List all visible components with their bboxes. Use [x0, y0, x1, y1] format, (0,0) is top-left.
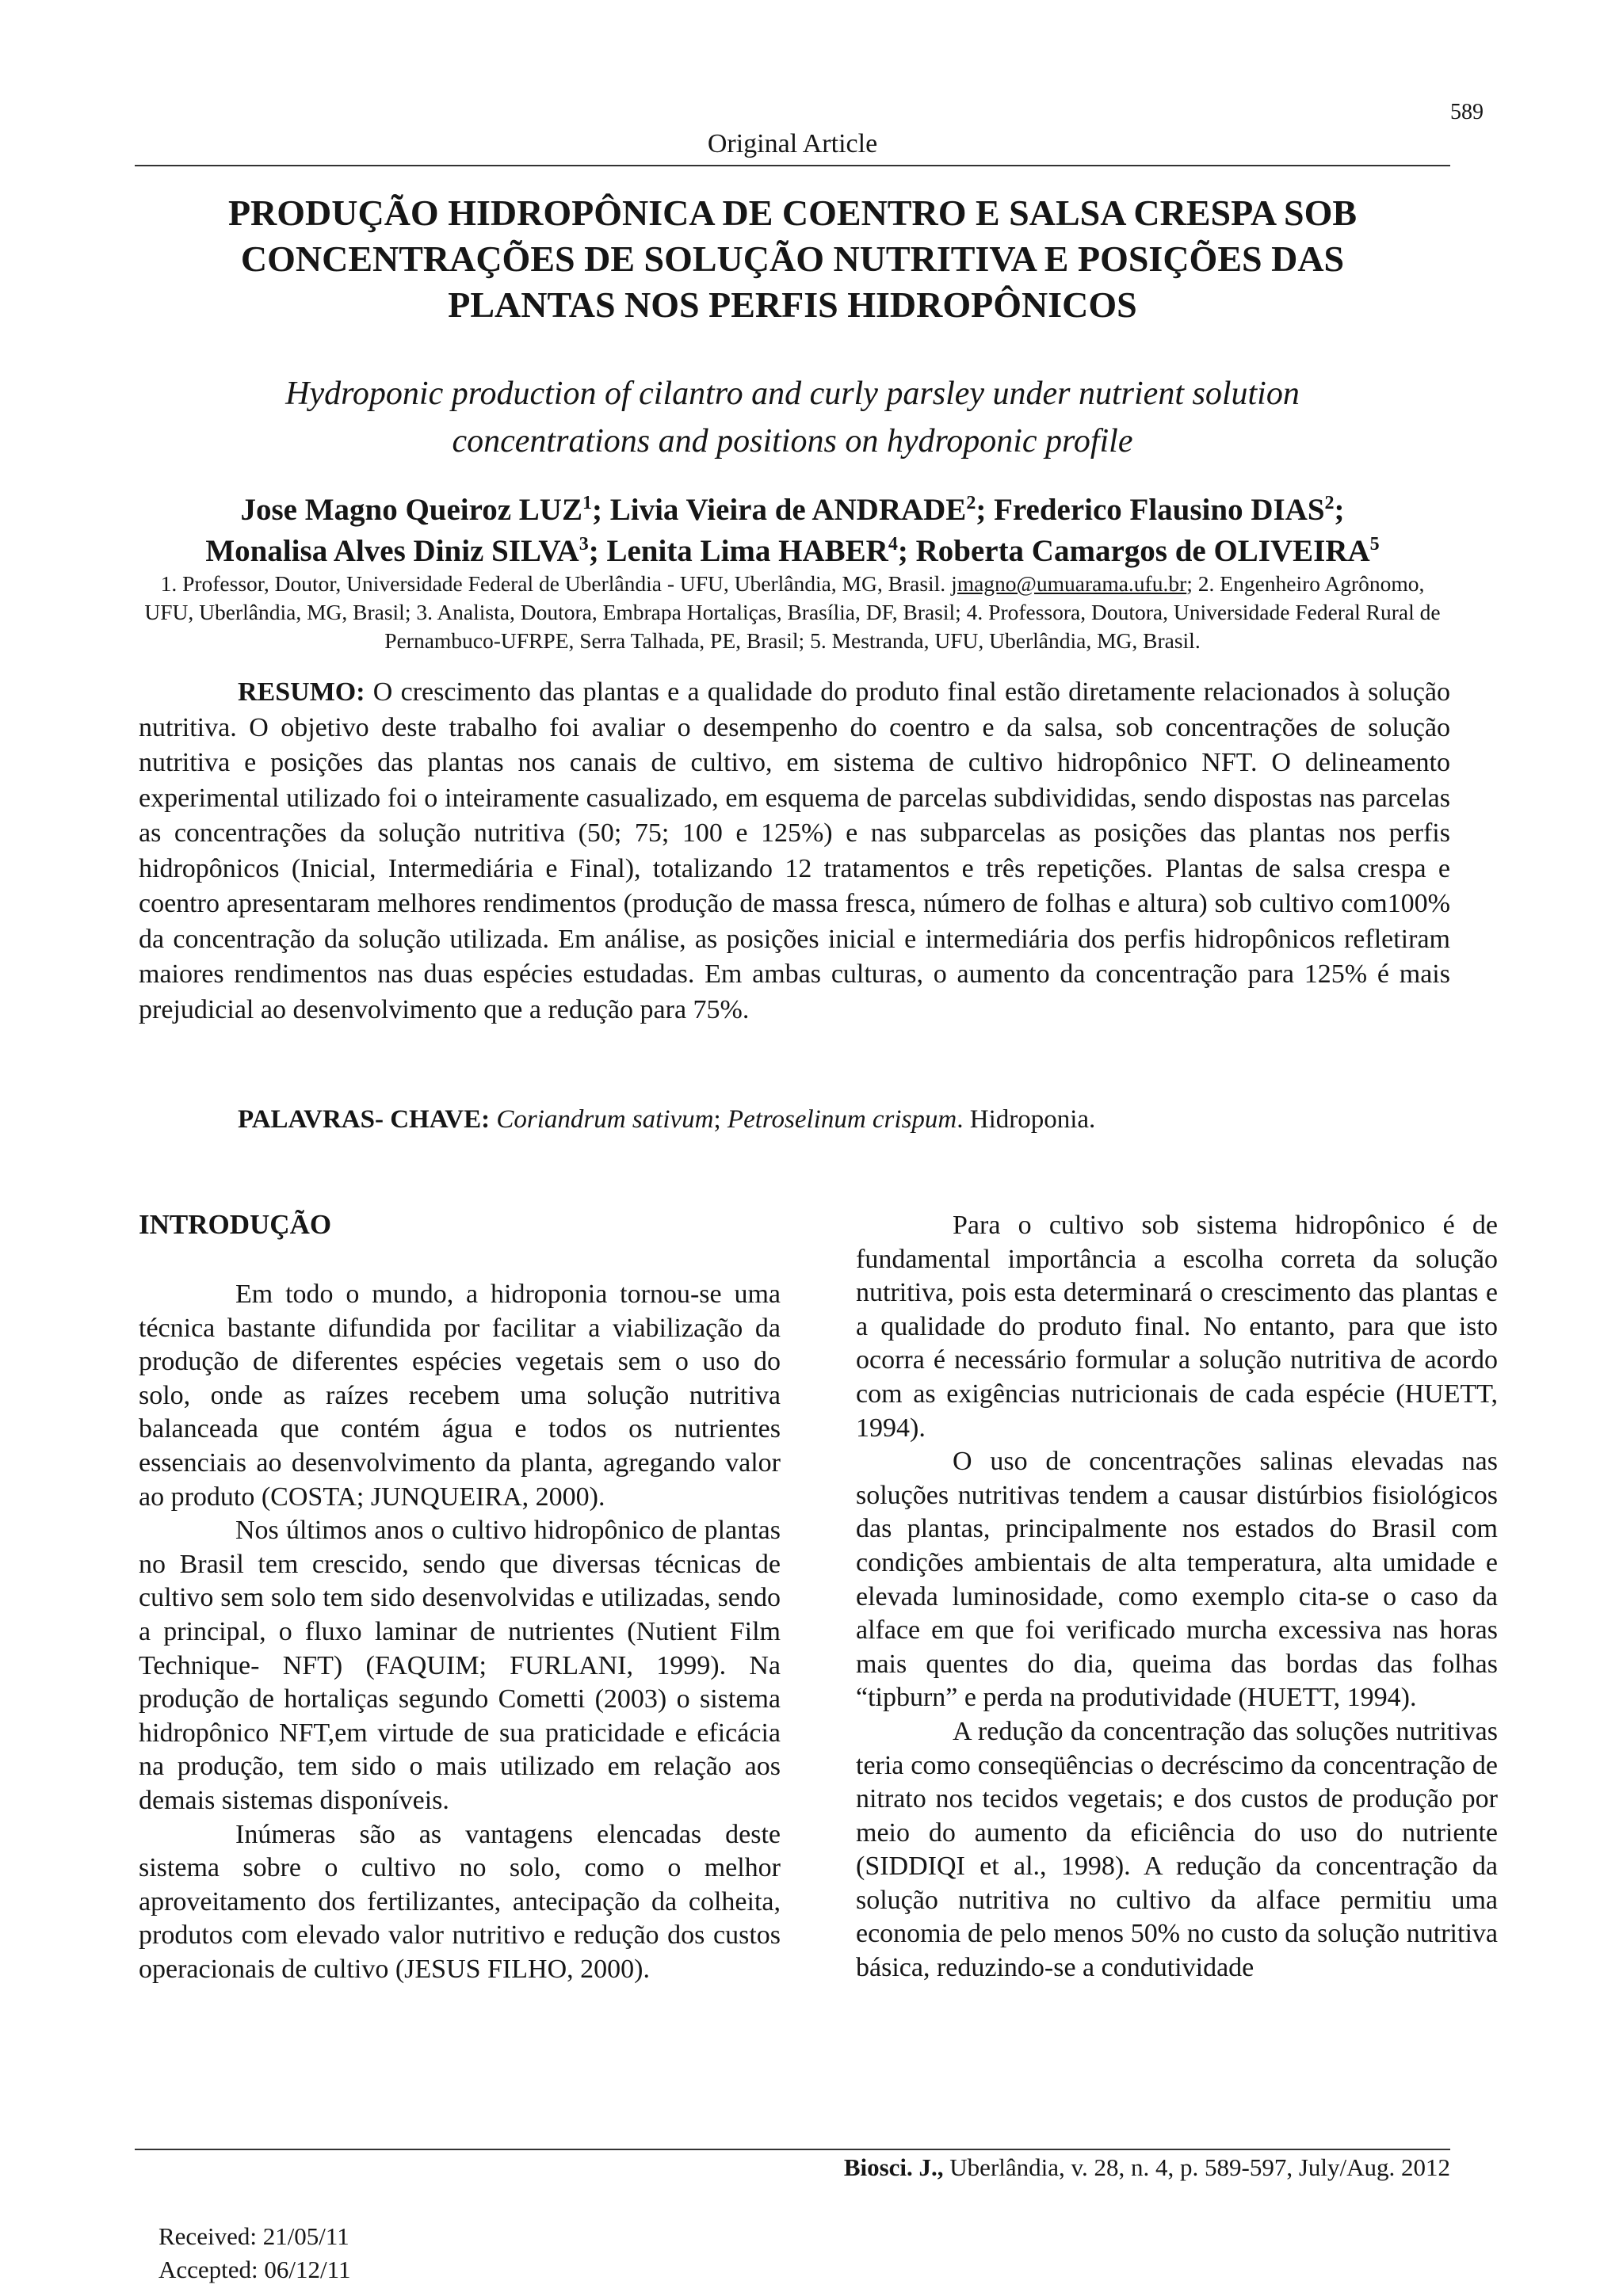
keyword: . Hidroponia.	[957, 1105, 1096, 1134]
author-affiliation-mark: 2	[1324, 493, 1335, 513]
body-paragraph: A redução da concentração das soluções nutritivas teria como conseqüências o decréscimo da concentração de nitrato nos tecidos vegetais; e dos custos de produção por meio do aumento da eficiência do uso do nutriente (SIDDIQI et al., 1998). A redução da concentração da solução nutritiva no cultivo da alface permitiu uma economia de pelo menos 50% no custo da solução nutritiva básica, reduzindo-se a condutividade	[856, 1716, 1498, 1983]
body-paragraph: Inúmeras são as vantagens elencadas deste sistema sobre o cultivo no solo, como o melhor aproveitamento dos fertilizantes, antecipação da colheita, produtos com elevado valor nutritivo e redução dos custos operacionais de cultivo (JESUS FILHO, 2000).	[139, 1819, 781, 1984]
author-line	[135, 531, 1450, 572]
author-name: Roberta Camargos de OLIVEIRA	[915, 534, 1370, 568]
abstract-text: O crescimento das plantas e a qualidade do produto final estão diretamente relacionados à solução nutritiva. O objetivo deste trabalho foi avaliar o desempenho do coentro e da salsa, sob concentrações de solução nutritiva e posições das plantas nos canais de cultivo, em sistema de cultivo hidropônico NFT. O delineamento experimental utilizado foi o inteiramente casualizado, em esquema de parcelas subdivididas, sendo dispostas nas parcelas as concentrações da solução nutritiva (50; 75; 100 e 125%) e nas subparcelas as posições das plantas nos perfis hidropônicos (Inicial, Intermediária e Final), totalizando 12 tratamentos e três repetições. Plantas de salsa crespa e coentro apresentaram melhores rendimentos (produção de massa fresca, número de folhas e altura) sob cultivo com100% da concentração da solução utilizada. Em análise, as posições inicial e intermediária dos perfis hidropônicos refletiram maiores rendimentos nas duas espécies estudadas. Em ambas culturas, o aumento da concentração para 125% é mais prejudicial ao desenvolvimento que a redução para 75%.	[139, 677, 1450, 1024]
author-separator: ;	[588, 534, 607, 568]
author-email-link[interactable]: jmagno@umuarama.ufu.br	[951, 571, 1187, 596]
affiliation-text: ; 2. Engenheiro Agrônomo, UFU, Uberlândia, MG, Brasil; 3. Analista, Doutora, Embrapa Hortaliças, Brasília, DF, Brasil; 4. Professora, Doutora, Universidade Federal Rural de Pernambuco-UFRPE, Serra Talhada, PE, Brasil; 5. Mestranda, UFU, Uberlândia, MG, Brasil.	[144, 571, 1441, 653]
body-paragraph: Em todo o mundo, a hidroponia tornou-se uma técnica bastante difundida por facilitar a viabilização da produção de diferentes espécies vegetais sem o uso do solo, onde as raízes recebem uma solução nutritiva balanceada que contém água e todos os nutrientes essenciais ao desenvolvimento da planta, agregando valor ao produto (COSTA; JUNQUEIRA, 2000).	[139, 1280, 781, 1512]
author-list	[135, 490, 1450, 572]
author-separator: ;	[976, 493, 995, 527]
title-line: PLANTAS NOS PERFIS HIDROPÔNICOS	[448, 284, 1137, 325]
author-separator: ;	[1334, 493, 1345, 527]
author-affiliation-mark: 4	[888, 534, 898, 555]
submission-dates	[158, 2220, 350, 2286]
subtitle-line: concentrations and positions on hydroponic profile	[452, 423, 1133, 460]
journal-name: Biosci. J.,	[843, 2153, 944, 2181]
article-type-label: Original Article	[707, 129, 878, 158]
keyword: Petroselinum crispum	[727, 1105, 957, 1134]
keyword: Coriandrum sativum	[496, 1105, 714, 1134]
affiliation-text: 1. Professor, Doutor, Universidade Federal de Uberlândia - UFU, Uberlândia, MG, Brasil.	[160, 571, 952, 596]
keywords-label: PALAVRAS- CHAVE:	[238, 1105, 491, 1134]
author-name: Monalisa Alves Diniz SILVA	[205, 534, 579, 568]
body-paragraph: O uso de concentrações salinas elevadas nas soluções nutritivas tendem a causar distúrbios fisiológicos das plantas, principalmente nos estados do Brasil com condições ambientais de alta temperatura, alta umidade e elevada luminosidade, como exemplo cita-se o caso da alface em que foi verificado murcha excessiva nas horas mais quentes do dia, queima das bordas das folhas “tipburn” e perda na produtividade (HUETT, 1994).	[856, 1447, 1498, 1713]
author-affiliation-mark: 5	[1369, 534, 1380, 555]
keyword-separator: ;	[713, 1105, 727, 1134]
author-separator: ;	[591, 493, 610, 527]
body-paragraph: Nos últimos anos o cultivo hidropônico de plantas no Brasil tem crescido, sendo que diversas técnicas de cultivo sem solo tem sido desenvolvidas e utilizadas, sendo a principal, o fluxo laminar de nutrientes (Nutient Film Technique- NFT) (FAQUIM; FURLANI, 1999). Na produção de hortaliças segundo Cometti (2003) o sistema hidropônico NFT,em virtude de sua praticidade e eficácia na produção, tem sido o mais utilizado em relação aos demais sistemas disponíveis.	[139, 1516, 781, 1815]
citation-details: Uberlândia, v. 28, n. 4, p. 589-597, July/Aug. 2012	[943, 2153, 1450, 2181]
section-heading-introduction: INTRODUÇÃO	[139, 1209, 332, 1240]
received-date: Received: 21/05/11	[158, 2222, 349, 2250]
article-title	[135, 190, 1450, 328]
journal-citation	[765, 2153, 1450, 2182]
header-divider	[135, 165, 1450, 166]
english-title	[135, 370, 1450, 465]
title-line: PRODUÇÃO HIDROPÔNICA DE COENTRO E SALSA CRESPA SOB	[227, 193, 1358, 233]
accepted-date: Accepted: 06/12/11	[158, 2256, 351, 2283]
author-name: Lenita Lima HABER	[606, 534, 888, 568]
author-name: Livia Vieira de ANDRADE	[609, 493, 967, 527]
author-affiliation-mark: 2	[966, 493, 976, 513]
abstract	[139, 675, 1450, 1028]
author-line	[135, 490, 1450, 531]
subtitle-line: Hydroponic production of cilantro and curly parsley under nutrient solution	[285, 376, 1300, 412]
keywords	[238, 1105, 1450, 1135]
page-number: 589	[1450, 100, 1484, 124]
right-column	[856, 1209, 1498, 1985]
abstract-label: RESUMO:	[238, 677, 365, 707]
author-name: Jose Magno Queiroz LUZ	[240, 493, 582, 527]
footer-divider	[135, 2149, 1450, 2150]
title-line: CONCENTRAÇÕES DE SOLUÇÃO NUTRITIVA E POSIÇÕES DAS	[240, 238, 1345, 279]
affiliations	[135, 570, 1450, 655]
left-column	[139, 1208, 781, 1986]
author-affiliation-mark: 1	[582, 493, 592, 513]
author-name: Frederico Flausino DIAS	[994, 493, 1325, 527]
author-separator: ;	[897, 534, 916, 568]
author-affiliation-mark: 3	[579, 534, 589, 555]
body-paragraph: Para o cultivo sob sistema hidropônico é de fundamental importância a escolha correta da solução nutritiva, pois esta determinará o crescimento das plantas e a qualidade do produto final. No entanto, para que isto ocorra é necessário formular a solução nutritiva de acordo com as exigências nutricionais de cada espécie (HUETT, 1994).	[856, 1211, 1498, 1443]
